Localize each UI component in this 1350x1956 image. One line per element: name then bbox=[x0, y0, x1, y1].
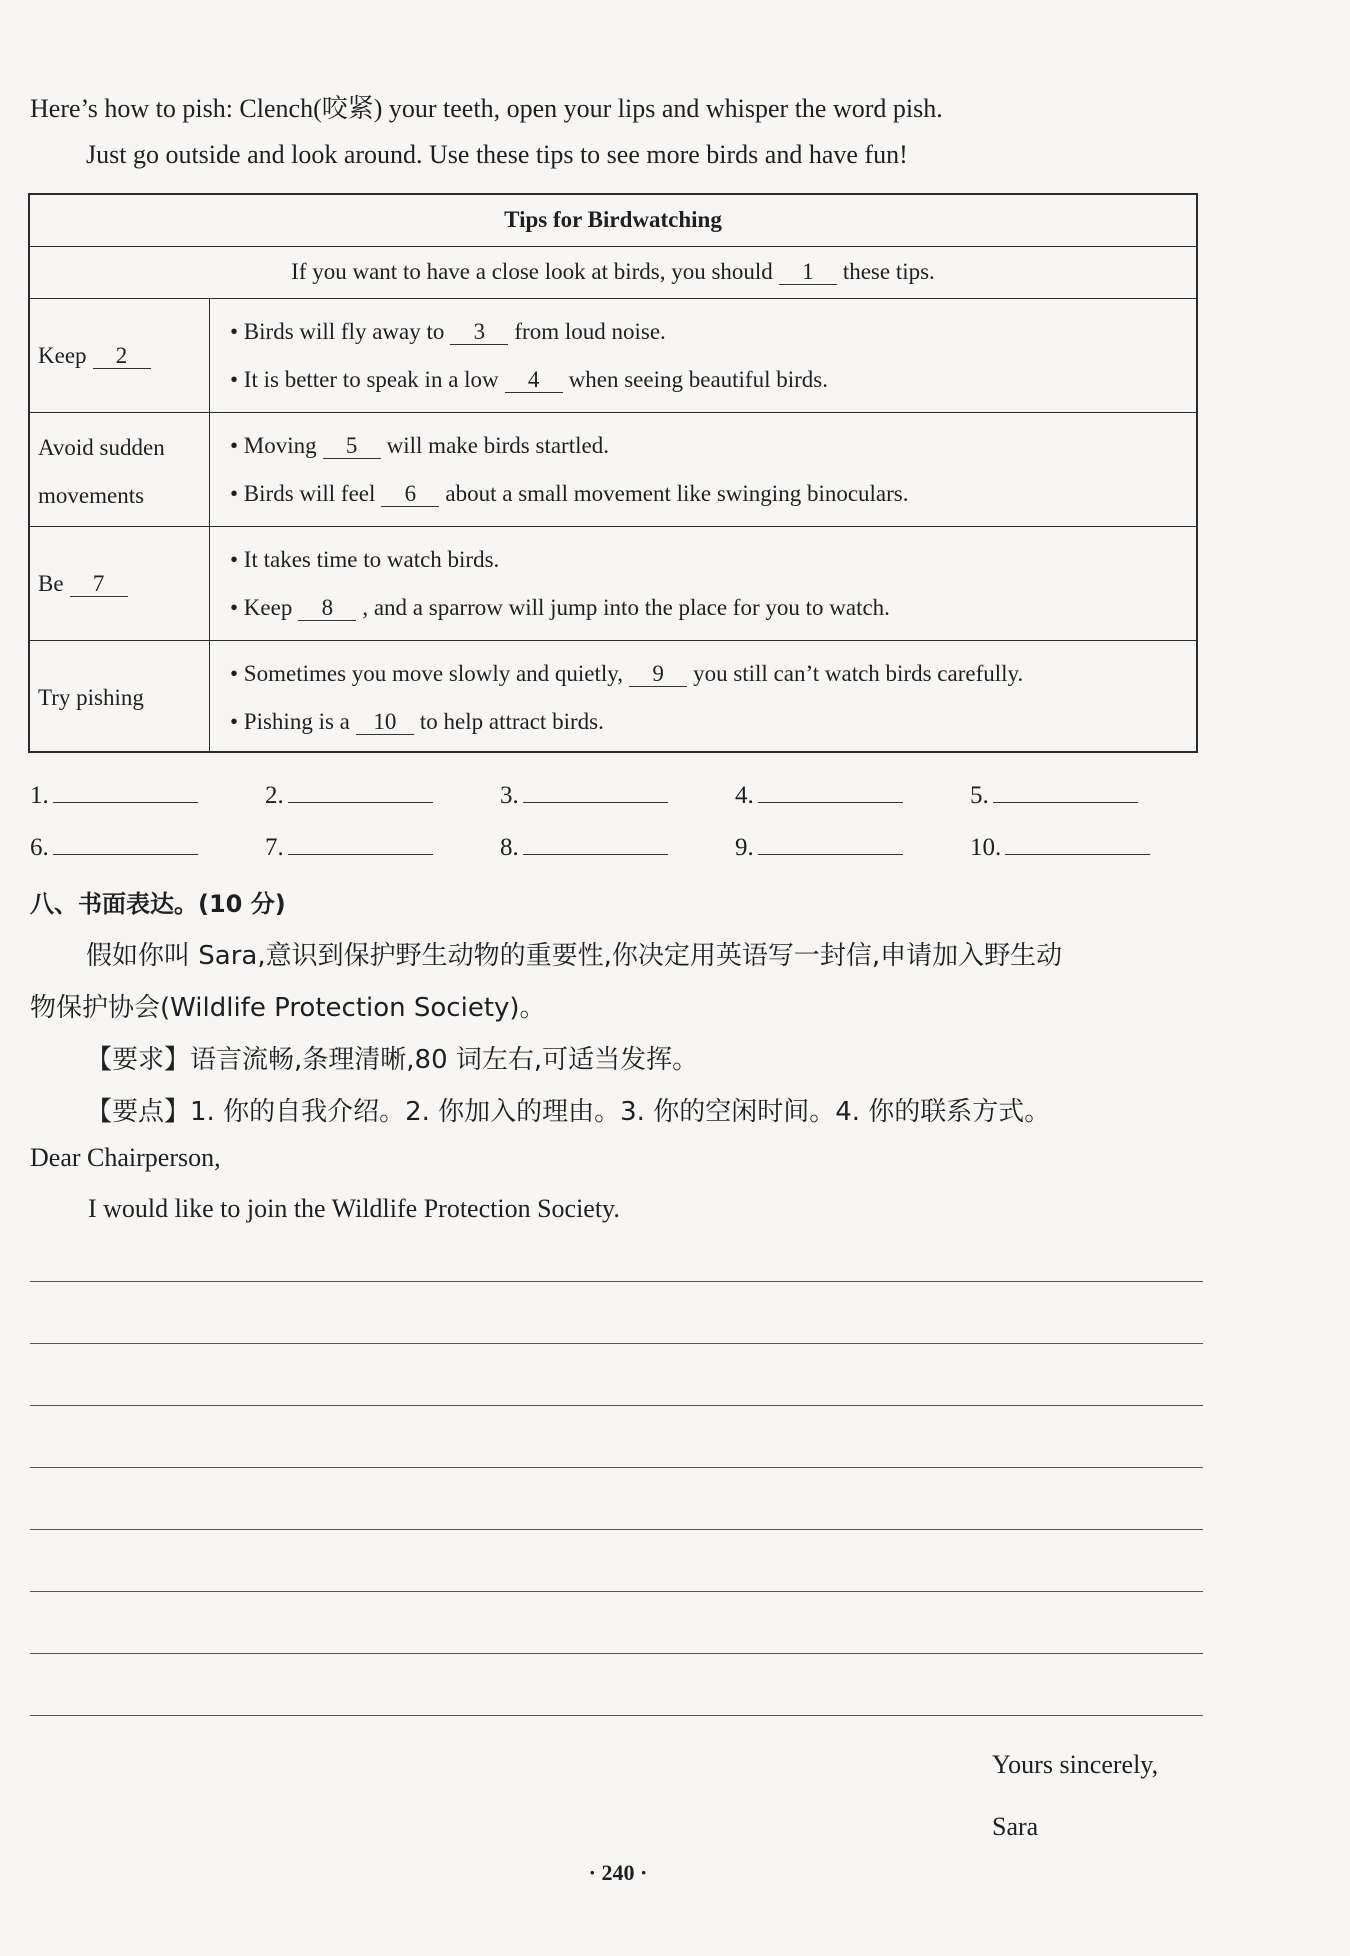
tip-row-be bbox=[30, 527, 1196, 641]
writing-line[interactable] bbox=[30, 1715, 1203, 1716]
blank-2: 2 bbox=[93, 343, 151, 369]
tip-row-avoid bbox=[30, 413, 1196, 527]
tip-content-cell bbox=[210, 299, 1196, 412]
writing-line[interactable] bbox=[30, 1343, 1203, 1344]
tip-bullet: • Moving 5 will make birds startled. bbox=[230, 433, 609, 458]
answer-field-5[interactable]: 5. bbox=[970, 780, 1138, 810]
table-subtitle-row bbox=[30, 247, 1196, 299]
tip-bullet: • It takes time to watch birds. bbox=[230, 547, 500, 572]
tip-label-cell bbox=[30, 641, 210, 753]
tip-label-cell bbox=[30, 527, 210, 640]
tip-row-pishing bbox=[30, 641, 1196, 753]
letter-closing: Yours sincerely, bbox=[992, 1750, 1159, 1779]
writing-line[interactable] bbox=[30, 1653, 1203, 1654]
blank-4: 4 bbox=[505, 367, 563, 393]
tip-bullet: • Keep 8 , and a sparrow will jump into the place for you to watch. bbox=[230, 595, 890, 620]
tip-label: Avoid sudden bbox=[38, 435, 165, 460]
tip-content-cell bbox=[210, 641, 1196, 753]
blank-6: 6 bbox=[381, 481, 439, 507]
tip-row-keep bbox=[30, 299, 1196, 413]
tip-content-cell bbox=[210, 413, 1196, 526]
tip-label: Be 7 bbox=[38, 571, 134, 597]
tip-label-cell bbox=[30, 413, 210, 526]
blank-8: 8 bbox=[298, 595, 356, 621]
tip-label-line-2: movements bbox=[38, 483, 145, 508]
tips-table bbox=[28, 193, 1198, 753]
intro-line-2: Just go outside and look around. Use these tips to see more birds and have fun! bbox=[86, 140, 908, 169]
blank-1: 1 bbox=[779, 259, 837, 285]
writing-line[interactable] bbox=[30, 1281, 1203, 1282]
tip-label-cell bbox=[30, 299, 210, 412]
subtitle-text: If you want to have a close look at birds, you should bbox=[291, 259, 773, 284]
tip-bullet: • Pishing is a 10 to help attract birds. bbox=[230, 709, 604, 734]
tip-bullet: • Birds will fly away to 3 from loud noise. bbox=[230, 319, 666, 344]
answer-field-1[interactable]: 1. bbox=[30, 780, 198, 810]
answer-field-9[interactable]: 9. bbox=[735, 832, 903, 862]
writing-prompt-1: 假如你叫 Sara,意识到保护野生动物的重要性,你决定用英语写一封信,申请加入野生动 bbox=[86, 941, 1063, 971]
answer-field-4[interactable]: 4. bbox=[735, 780, 903, 810]
table-title: Tips for Birdwatching bbox=[504, 207, 722, 232]
blank-9: 9 bbox=[629, 661, 687, 687]
letter-opening: I would like to join the Wildlife Protection Society. bbox=[88, 1194, 620, 1223]
blank-5: 5 bbox=[323, 433, 381, 459]
writing-prompt-2: 物保护协会(Wildlife Protection Society)。 bbox=[30, 993, 546, 1023]
page-number: · 240 · bbox=[588, 1860, 648, 1885]
writing-points: 【要点】1. 你的自我介绍。2. 你加入的理由。3. 你的空闲时间。4. 你的联系方式。 bbox=[86, 1097, 1051, 1127]
answer-field-3[interactable]: 3. bbox=[500, 780, 668, 810]
tip-label: Try pishing bbox=[38, 685, 144, 710]
intro-line-1: Here’s how to pish: Clench(咬紧) your teeth, open your lips and whisper the word pish. bbox=[30, 94, 943, 123]
section-heading: 八、书面表达。(10 分) bbox=[30, 890, 286, 918]
answer-field-10[interactable]: 10. bbox=[970, 832, 1150, 862]
subtitle-end: these tips. bbox=[842, 259, 935, 284]
answer-field-2[interactable]: 2. bbox=[265, 780, 433, 810]
answer-field-7[interactable]: 7. bbox=[265, 832, 433, 862]
blank-3: 3 bbox=[450, 319, 508, 345]
writing-line[interactable] bbox=[30, 1405, 1203, 1406]
letter-greeting: Dear Chairperson, bbox=[30, 1143, 221, 1172]
blank-7: 7 bbox=[70, 571, 128, 597]
tip-content-cell bbox=[210, 527, 1196, 640]
tip-bullet: • Birds will feel 6 about a small movement like swinging binoculars. bbox=[230, 481, 909, 506]
writing-requirement: 【要求】语言流畅,条理清晰,80 词左右,可适当发挥。 bbox=[86, 1045, 699, 1075]
tip-bullet: • It is better to speak in a low 4 when seeing beautiful birds. bbox=[230, 367, 828, 392]
writing-line[interactable] bbox=[30, 1591, 1203, 1592]
writing-line[interactable] bbox=[30, 1467, 1203, 1468]
table-title-row bbox=[30, 195, 1196, 247]
table-subtitle bbox=[30, 259, 1196, 285]
answer-field-6[interactable]: 6. bbox=[30, 832, 198, 862]
blank-10: 10 bbox=[356, 709, 414, 735]
tip-label: Keep 2 bbox=[38, 343, 157, 369]
writing-line[interactable] bbox=[30, 1529, 1203, 1530]
answer-field-8[interactable]: 8. bbox=[500, 832, 668, 862]
letter-signature: Sara bbox=[992, 1812, 1039, 1841]
tip-bullet: • Sometimes you move slowly and quietly, 9 you still can’t watch birds carefully. bbox=[230, 661, 1024, 686]
